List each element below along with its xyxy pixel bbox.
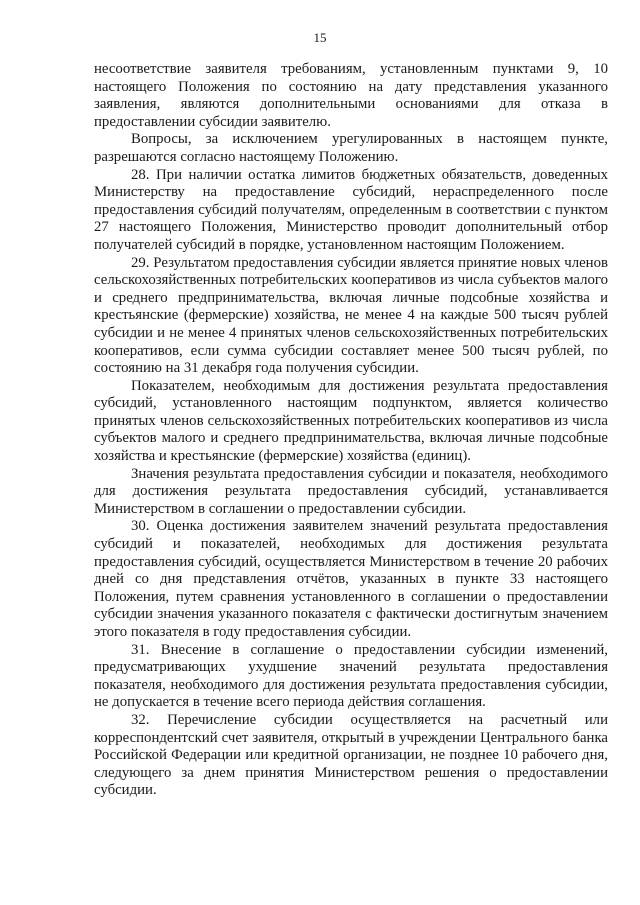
document-body: [94, 61, 608, 800]
paragraph-item-31: 31. Внесение в соглашение о предоставлении субсидии изменений, предусматривающих ухудшение значений результата предоставления показателя, необходимого для достижения результата предоставления субсидии, не допускается в течение всего периода действия соглашения.: [94, 641, 608, 711]
paragraph-item-28: 28. При наличии остатка лимитов бюджетных обязательств, доведенных Министерству на предоставление субсидий, нераспределенного после предоставления субсидий получателям, определенным в соответствии с пунктом 27 настоящего Положения, Министерство проводит дополнительный отбор получателей субсидий в порядке, установленном настоящим Положением.: [94, 166, 608, 253]
paragraph-values: Значения результата предоставления субсидии и показателя, необходимого для достижения результата предоставления субсидий, устанавливается Министерством в соглашении о предоставлении субсидии.: [94, 465, 608, 517]
paragraph-indicator: Показателем, необходимым для достижения результата предоставления субсидий, установленного настоящим подпунктом, является количество принятых членов сельскохозяйственных потребительских кооперативов из числа субъектов малого и среднего предпринимательства, включая личные подсобные хозяйства и крестьянские (фермерские) хозяйства (единиц).: [94, 377, 608, 465]
paragraph-questions: Вопросы, за исключением урегулированных в настоящем пункте, разрешаются согласно настоящему Положению.: [94, 131, 608, 165]
paragraph-item-29: 29. Результатом предоставления субсидии является принятие новых членов сельскохозяйственных потребительских кооперативов из числа субъектов малого и среднего предпринимательства, включая личные подсобные хозяйства и крестьянские (фермерские) хозяйства, не менее 4 на каждые 500 тысяч рублей субсидии и не менее 4 принятых членов сельскохозяйственных потребительских кооперативов, если сумма субсидии составляет менее 500 тысяч рублей, по состоянию на 31 декабря года получения субсидии.: [94, 254, 608, 377]
paragraph-item-32: 32. Перечисление субсидии осуществляется на расчетный или корреспондентский счет заявителя, открытый в учреждении Центрального банка Российской Федерации или кредитной организации, не позднее 10 рабочего дня, следующего за днем принятия Министерством решения о предоставлении субсидии.: [94, 711, 608, 799]
paragraph-item-30: 30. Оценка достижения заявителем значений результата предоставления субсидий и показателей, необходимых для достижения результата предоставления субсидий, осуществляется Министерством в течение 20 рабочих дней со дня представления отчётов, указанных в пункте 33 настоящего Положения, путем сравнения установленного в соглашении о предоставлении субсидии значения указанного показателя с фактически достигнутым значением этого показателя в году предоставления субсидии.: [94, 518, 608, 640]
paragraph-continuation: несоответствие заявителя требованиям, установленным пунктами 9, 10 настоящего Положения по состоянию на дату представления указанного заявления, являются дополнительными основаниями для отказа в предоставлении субсидии заявителю.: [94, 61, 608, 130]
page-number: 15: [313, 30, 327, 45]
